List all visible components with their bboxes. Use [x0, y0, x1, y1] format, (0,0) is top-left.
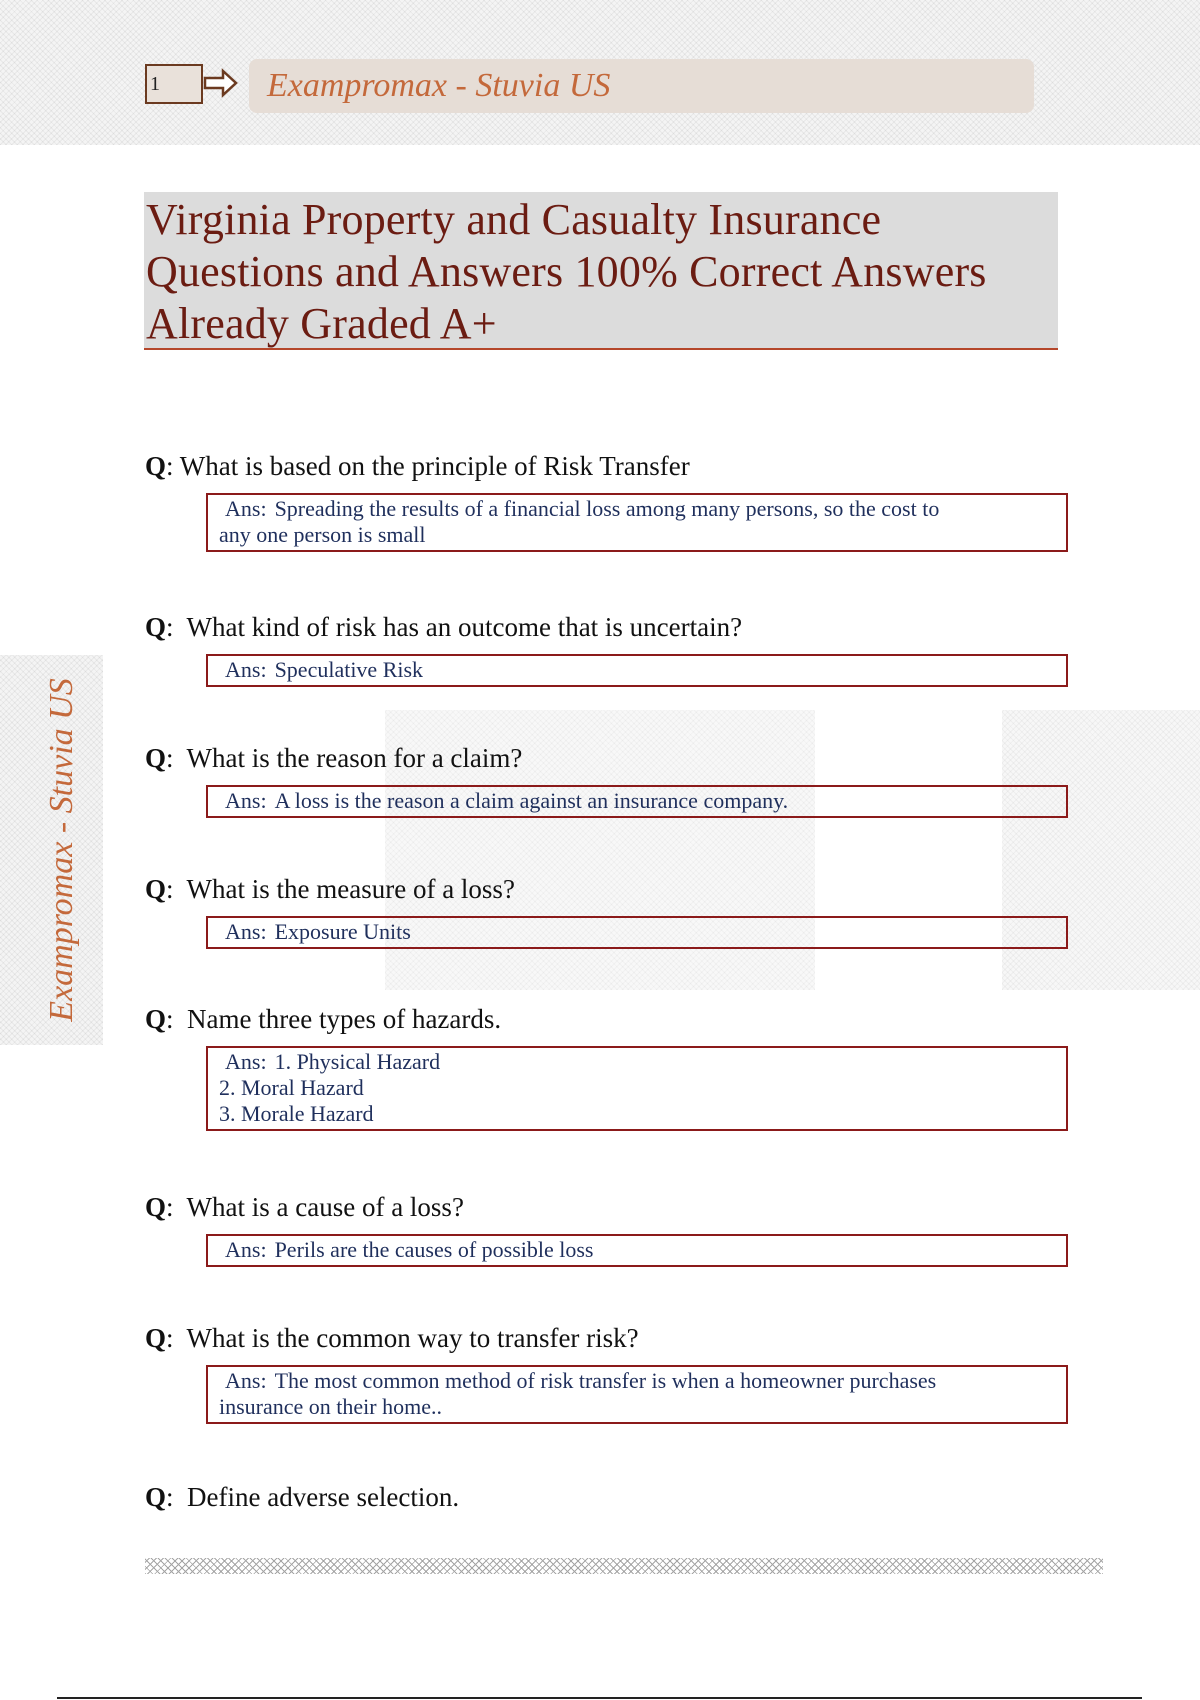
qa-item [145, 1480, 1070, 1514]
answer-text: A loss is the reason a claim against an insurance company. [274, 788, 789, 813]
answer-box [206, 1046, 1068, 1131]
qa-item [145, 1321, 1070, 1424]
question-text: What is the measure of a loss? [186, 874, 515, 904]
ans-label: Ans: [225, 788, 267, 813]
question: Q: Define adverse selection. [145, 1482, 460, 1512]
question: Q: What is the common way to transfer risk? [145, 1323, 639, 1353]
q-label: Q [145, 1192, 167, 1222]
answer-box [206, 916, 1068, 949]
answer-box [206, 1234, 1068, 1267]
answer-text: Speculative Risk [274, 657, 424, 682]
answer-box [206, 654, 1068, 687]
question: Q: What is a cause of a loss? [145, 1192, 464, 1222]
q-label: Q [145, 612, 167, 642]
q-label: Q [145, 743, 167, 773]
title-line: Virginia Property and Casualty Insurance [146, 195, 882, 244]
q-label: Q [145, 1004, 167, 1034]
question-text: What is the common way to transfer risk? [186, 1323, 639, 1353]
answer-text: Exposure Units [274, 919, 411, 944]
title-line: Questions and Answers 100% Correct Answers [146, 247, 987, 296]
ans-label: Ans: [225, 496, 267, 521]
question: Q: What is the reason for a claim? [145, 743, 523, 773]
question-text: Define adverse selection. [187, 1482, 460, 1512]
qa-item [145, 610, 1070, 687]
ans-label: Ans: [225, 1237, 267, 1262]
answer-text: The most common method of risk transfer is when a homeowner purchases insurance on their home.. [219, 1368, 937, 1419]
page-number: 1 [145, 64, 203, 104]
answer-box [206, 493, 1068, 552]
qa-item [145, 449, 1070, 552]
q-label: Q [145, 1323, 167, 1353]
question-text: Name three types of hazards. [187, 1004, 502, 1034]
section-divider [145, 1558, 1103, 1574]
ans-label: Ans: [225, 657, 267, 682]
answer-text: Perils are the causes of possible loss [274, 1237, 594, 1262]
arrow-right-icon [203, 68, 239, 98]
q-label: Q [145, 451, 167, 481]
title-line: Already Graded A+ [146, 299, 497, 348]
qa-item [145, 872, 1070, 949]
ans-label: Ans: [225, 919, 267, 944]
answer-box [206, 1365, 1068, 1424]
question: Q: Name three types of hazards. [145, 1004, 502, 1034]
question: Q: What is based on the principle of Risk Transfer [145, 451, 690, 481]
footer-rule [57, 1697, 1142, 1699]
answer-box [206, 785, 1068, 818]
q-label: Q [145, 1482, 167, 1512]
q-label: Q [145, 874, 167, 904]
header-banner: Exampromax - Stuvia US [249, 59, 1034, 113]
document-title [144, 192, 1058, 350]
question: Q: What kind of risk has an outcome that is uncertain? [145, 612, 743, 642]
qa-item [145, 1190, 1070, 1267]
question: Q: What is the measure of a loss? [145, 874, 515, 904]
question-text: What is the reason for a claim? [186, 743, 523, 773]
answer-text: Spreading the results of a financial loss among many persons, so the cost to any one person is small [219, 496, 940, 547]
side-watermark: Exampromax - Stuvia US [43, 678, 80, 1022]
ans-label: Ans: [225, 1368, 267, 1393]
question-text: What kind of risk has an outcome that is uncertain? [186, 612, 743, 642]
question-text: What is based on the principle of Risk Transfer [179, 451, 690, 481]
answer-text: 1. Physical Hazard 2. Moral Hazard 3. Morale Hazard [219, 1049, 441, 1126]
qa-item [145, 741, 1070, 818]
qa-item [145, 1002, 1070, 1131]
question-text: What is a cause of a loss? [186, 1192, 464, 1222]
ans-label: Ans: [225, 1049, 267, 1074]
